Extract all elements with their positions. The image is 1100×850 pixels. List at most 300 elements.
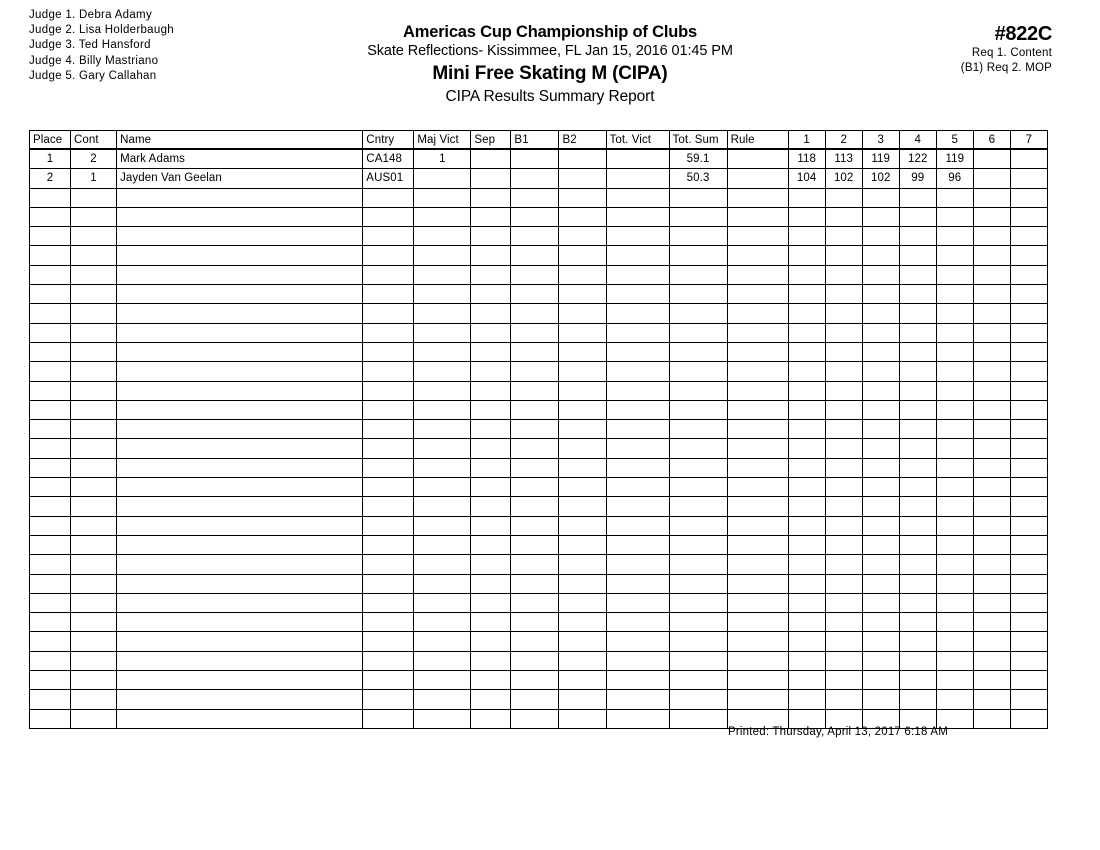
- cell-judge-1: [788, 497, 825, 516]
- cell-judge-6: [973, 381, 1010, 400]
- cell-rule: [727, 671, 788, 690]
- cell-judge-4: [899, 458, 936, 477]
- report-subtitle: CIPA Results Summary Report: [445, 88, 655, 105]
- cell-name: [117, 690, 363, 709]
- cell-judge-5: [936, 593, 973, 612]
- cell-cntry: [363, 593, 414, 612]
- cell-cntry: [363, 265, 414, 284]
- cell-judge-4: [899, 285, 936, 304]
- cell-b1: [511, 516, 559, 535]
- table-row: [30, 169, 1048, 188]
- cell-name: [117, 304, 363, 323]
- cell-cntry: [363, 304, 414, 323]
- cell-rule: [727, 400, 788, 419]
- cell-name: [117, 342, 363, 361]
- table-row: [30, 593, 1048, 612]
- cell-judge-1: [788, 400, 825, 419]
- cell-place: [30, 188, 71, 207]
- cell-tot-vict: [606, 323, 669, 342]
- cell-name: [117, 516, 363, 535]
- cell-maj-vict: [414, 362, 471, 381]
- cell-cntry: [363, 207, 414, 226]
- cell-judge-7: [1010, 555, 1047, 574]
- table-row: [30, 458, 1048, 477]
- cell-judge-2: [825, 555, 862, 574]
- table-row: [30, 342, 1048, 361]
- cell-judge-6: [973, 555, 1010, 574]
- cell-tot-vict: [606, 478, 669, 497]
- cell-sep: [471, 555, 511, 574]
- cell-tot-sum: [669, 497, 727, 516]
- cell-judge-3: [862, 478, 899, 497]
- cell-judge-7: [1010, 497, 1047, 516]
- table-row: [30, 555, 1048, 574]
- cell-judge-4: [899, 516, 936, 535]
- cell-sep: [471, 169, 511, 188]
- cell-tot-vict: [606, 535, 669, 554]
- cell-judge-1: [788, 671, 825, 690]
- table-row: [30, 632, 1048, 651]
- cell-rule: [727, 632, 788, 651]
- table-row: [30, 439, 1048, 458]
- cell-maj-vict: [414, 400, 471, 419]
- cell-judge-5: [936, 535, 973, 554]
- cell-judge-6: [973, 207, 1010, 226]
- cell-judge-5: [936, 478, 973, 497]
- cell-judge-3: [862, 671, 899, 690]
- cell-judge-4: [899, 265, 936, 284]
- cell-place: [30, 285, 71, 304]
- cell-judge-5: [936, 497, 973, 516]
- cell-tot-sum: 59.1: [669, 149, 727, 169]
- cell-tot-vict: [606, 632, 669, 651]
- cell-b1: [511, 535, 559, 554]
- table-row: [30, 246, 1048, 265]
- cell-judge-5: [936, 323, 973, 342]
- cell-judge-1: 104: [788, 169, 825, 188]
- cell-tot-vict: [606, 497, 669, 516]
- cell-sep: [471, 342, 511, 361]
- cell-name: [117, 632, 363, 651]
- cell-name: [117, 188, 363, 207]
- cell-b2: [559, 439, 606, 458]
- cell-judge-7: [1010, 651, 1047, 670]
- cell-judge-7: [1010, 671, 1047, 690]
- cell-judge-3: [862, 207, 899, 226]
- cell-judge-6: [973, 169, 1010, 188]
- cell-judge-4: [899, 690, 936, 709]
- cell-judge-5: 119: [936, 149, 973, 169]
- cell-judge-7: [1010, 188, 1047, 207]
- cell-judge-2: [825, 574, 862, 593]
- cell-b1: [511, 478, 559, 497]
- cell-place: [30, 458, 71, 477]
- cell-b2: [559, 458, 606, 477]
- cell-maj-vict: [414, 497, 471, 516]
- cell-judge-2: [825, 535, 862, 554]
- cell-b1: [511, 555, 559, 574]
- cell-judge-3: 102: [862, 169, 899, 188]
- event-number-block: [961, 22, 1052, 75]
- cell-maj-vict: [414, 613, 471, 632]
- cell-maj-vict: [414, 227, 471, 246]
- cell-tot-sum: [669, 227, 727, 246]
- cell-maj-vict: [414, 342, 471, 361]
- cell-judge-1: [788, 593, 825, 612]
- cell-cntry: [363, 613, 414, 632]
- cell-judge-7: [1010, 439, 1047, 458]
- cell-judge-6: [973, 149, 1010, 169]
- cell-judge-7: [1010, 362, 1047, 381]
- cell-rule: [727, 304, 788, 323]
- cell-judge-3: [862, 381, 899, 400]
- cell-judge-6: [973, 188, 1010, 207]
- column-header-judge-5: 5: [936, 131, 973, 150]
- table-row: [30, 671, 1048, 690]
- cell-judge-1: [788, 535, 825, 554]
- cell-name: [117, 574, 363, 593]
- cell-judge-6: [973, 400, 1010, 419]
- cell-cntry: [363, 535, 414, 554]
- cell-sep: [471, 632, 511, 651]
- cell-tot-vict: [606, 420, 669, 439]
- cell-judge-4: [899, 478, 936, 497]
- cell-name: [117, 497, 363, 516]
- cell-name: [117, 651, 363, 670]
- cell-judge-7: [1010, 574, 1047, 593]
- event-title: Americas Cup Championship of Clubs: [403, 23, 697, 41]
- cell-judge-7: [1010, 285, 1047, 304]
- cell-judge-6: [973, 285, 1010, 304]
- cell-rule: [727, 613, 788, 632]
- cell-rule: [727, 381, 788, 400]
- cell-judge-3: [862, 400, 899, 419]
- cell-rule: [727, 265, 788, 284]
- cell-cntry: [363, 651, 414, 670]
- cell-tot-sum: [669, 574, 727, 593]
- column-header-cntry: Cntry: [363, 131, 414, 150]
- cell-tot-sum: [669, 381, 727, 400]
- cell-sep: [471, 613, 511, 632]
- cell-judge-5: [936, 304, 973, 323]
- cell-rule: [727, 227, 788, 246]
- cell-rule: [727, 149, 788, 169]
- cell-judge-4: [899, 227, 936, 246]
- cell-b2: [559, 478, 606, 497]
- cell-b1: [511, 671, 559, 690]
- cell-cont: [71, 265, 117, 284]
- cell-judge-2: [825, 400, 862, 419]
- cell-cont: [71, 613, 117, 632]
- cell-cont: [71, 207, 117, 226]
- cell-tot-sum: [669, 207, 727, 226]
- cell-cont: [71, 497, 117, 516]
- cell-name: [117, 381, 363, 400]
- judge-line: Judge 5. Gary Callahan: [29, 69, 157, 82]
- cell-b2: [559, 246, 606, 265]
- cell-b1: [511, 593, 559, 612]
- cell-judge-4: [899, 246, 936, 265]
- cell-tot-sum: [669, 420, 727, 439]
- table-row: [30, 323, 1048, 342]
- cell-b2: [559, 497, 606, 516]
- cell-judge-1: [788, 381, 825, 400]
- judge-line: Judge 1. Debra Adamy: [29, 9, 152, 21]
- cell-judge-2: [825, 265, 862, 284]
- cell-cont: [71, 400, 117, 419]
- cell-b1: [511, 169, 559, 188]
- cell-tot-vict: [606, 651, 669, 670]
- cell-cont: [71, 574, 117, 593]
- cell-cntry: [363, 458, 414, 477]
- cell-b1: [511, 613, 559, 632]
- cell-judge-5: [936, 632, 973, 651]
- cell-place: [30, 613, 71, 632]
- cell-cntry: [363, 690, 414, 709]
- cell-cntry: [363, 497, 414, 516]
- judge-line: Judge 2. Lisa Holderbaugh: [29, 24, 174, 37]
- cell-cont: [71, 246, 117, 265]
- cell-judge-6: [973, 227, 1010, 246]
- cell-judge-5: [936, 458, 973, 477]
- cell-judge-4: [899, 555, 936, 574]
- cell-rule: [727, 420, 788, 439]
- event-number: #822C: [994, 23, 1052, 45]
- cell-cont: [71, 671, 117, 690]
- cell-maj-vict: [414, 323, 471, 342]
- cell-rule: [727, 458, 788, 477]
- cell-judge-3: [862, 265, 899, 284]
- cell-b1: [511, 651, 559, 670]
- cell-cntry: [363, 323, 414, 342]
- cell-name: [117, 227, 363, 246]
- cell-sep: [471, 420, 511, 439]
- cell-judge-2: [825, 285, 862, 304]
- cell-b2: [559, 574, 606, 593]
- cell-b2: [559, 690, 606, 709]
- cell-tot-sum: [669, 516, 727, 535]
- cell-sep: [471, 285, 511, 304]
- cell-b1: [511, 149, 559, 169]
- cell-rule: [727, 285, 788, 304]
- cell-judge-6: [973, 342, 1010, 361]
- cell-place: [30, 651, 71, 670]
- cell-b1: [511, 420, 559, 439]
- cell-judge-7: [1010, 535, 1047, 554]
- cell-tot-vict: [606, 555, 669, 574]
- cell-cont: [71, 304, 117, 323]
- cell-cntry: AUS01: [363, 169, 414, 188]
- cell-tot-vict: [606, 400, 669, 419]
- column-header-judge-7: 7: [1010, 131, 1047, 150]
- cell-judge-3: [862, 458, 899, 477]
- report-header: [250, 22, 850, 107]
- cell-b1: [511, 188, 559, 207]
- cell-sep: [471, 651, 511, 670]
- cell-judge-4: [899, 323, 936, 342]
- cell-tot-sum: [669, 478, 727, 497]
- cell-cont: [71, 362, 117, 381]
- cell-judge-2: [825, 420, 862, 439]
- table-row: [30, 651, 1048, 670]
- cell-judge-6: [973, 516, 1010, 535]
- cell-judge-7: [1010, 149, 1047, 169]
- requirement-line: (B1) Req 2. MOP: [960, 61, 1052, 74]
- cell-place: [30, 516, 71, 535]
- table-row: [30, 478, 1048, 497]
- cell-rule: [727, 246, 788, 265]
- column-header-tot-vict: Tot. Vict: [606, 131, 669, 150]
- table-row: [30, 516, 1048, 535]
- cell-maj-vict: [414, 690, 471, 709]
- cell-judge-4: [899, 304, 936, 323]
- cell-judge-5: 96: [936, 169, 973, 188]
- cell-judge-6: [973, 593, 1010, 612]
- cell-judge-1: [788, 304, 825, 323]
- cell-judge-4: 99: [899, 169, 936, 188]
- cell-judge-1: [788, 323, 825, 342]
- cell-judge-7: [1010, 169, 1047, 188]
- cell-judge-5: [936, 246, 973, 265]
- cell-tot-vict: [606, 671, 669, 690]
- table-row: [30, 207, 1048, 226]
- cell-b2: [559, 188, 606, 207]
- cell-cont: [71, 323, 117, 342]
- cell-b1: [511, 400, 559, 419]
- cell-tot-sum: [669, 671, 727, 690]
- cell-cntry: [363, 574, 414, 593]
- cell-name: [117, 207, 363, 226]
- table-row: [30, 188, 1048, 207]
- table-row: [30, 535, 1048, 554]
- table-row: [30, 381, 1048, 400]
- cell-judge-6: [973, 246, 1010, 265]
- cell-judge-4: [899, 381, 936, 400]
- cell-rule: [727, 207, 788, 226]
- cell-cont: [71, 342, 117, 361]
- cell-judge-5: [936, 285, 973, 304]
- cell-judge-5: [936, 381, 973, 400]
- cell-judge-3: [862, 535, 899, 554]
- table-row: [30, 574, 1048, 593]
- cell-b2: [559, 265, 606, 284]
- cell-judge-3: [862, 632, 899, 651]
- cell-judge-5: [936, 671, 973, 690]
- print-footer: Printed: Thursday, April 13, 2017 6:18 AM: [727, 726, 948, 738]
- column-header-b1: B1: [511, 131, 559, 150]
- cell-cntry: [363, 420, 414, 439]
- cell-rule: [727, 188, 788, 207]
- cell-judge-2: [825, 478, 862, 497]
- cell-judge-1: [788, 651, 825, 670]
- cell-judge-1: [788, 362, 825, 381]
- cell-judge-5: [936, 227, 973, 246]
- cell-b2: [559, 285, 606, 304]
- cell-sep: [471, 593, 511, 612]
- table-row: [30, 149, 1048, 169]
- cell-maj-vict: [414, 478, 471, 497]
- cell-place: [30, 555, 71, 574]
- cell-place: [30, 439, 71, 458]
- cell-judge-2: [825, 613, 862, 632]
- cell-b1: [511, 342, 559, 361]
- cell-judge-6: [973, 535, 1010, 554]
- cell-maj-vict: [414, 651, 471, 670]
- cell-judge-7: [1010, 632, 1047, 651]
- cell-place: [30, 593, 71, 612]
- cell-tot-vict: [606, 516, 669, 535]
- cell-sep: [471, 516, 511, 535]
- cell-cntry: CA148: [363, 149, 414, 169]
- cell-tot-vict: [606, 246, 669, 265]
- cell-maj-vict: [414, 535, 471, 554]
- cell-cntry: [363, 632, 414, 651]
- cell-name: [117, 613, 363, 632]
- table-row: [30, 362, 1048, 381]
- table-row: [30, 690, 1048, 709]
- cell-judge-6: [973, 439, 1010, 458]
- cell-tot-vict: [606, 149, 669, 169]
- cell-cont: [71, 593, 117, 612]
- cell-tot-sum: [669, 342, 727, 361]
- cell-judge-3: [862, 342, 899, 361]
- cell-b1: [511, 207, 559, 226]
- cell-place: [30, 227, 71, 246]
- cell-tot-sum: [669, 188, 727, 207]
- cell-b1: [511, 458, 559, 477]
- cell-rule: [727, 690, 788, 709]
- cell-name: [117, 478, 363, 497]
- cell-place: [30, 246, 71, 265]
- column-header-name: Name: [117, 131, 363, 150]
- cell-cont: [71, 381, 117, 400]
- cell-judge-2: [825, 439, 862, 458]
- cell-judge-5: [936, 439, 973, 458]
- cell-judge-6: [973, 651, 1010, 670]
- cell-tot-vict: [606, 613, 669, 632]
- cell-judge-1: [788, 516, 825, 535]
- cell-judge-6: [973, 497, 1010, 516]
- cell-tot-vict: [606, 304, 669, 323]
- cell-name: [117, 458, 363, 477]
- cell-rule: [727, 169, 788, 188]
- cell-tot-sum: [669, 632, 727, 651]
- cell-judge-3: [862, 304, 899, 323]
- cell-cont: [71, 458, 117, 477]
- cell-cont: [71, 535, 117, 554]
- cell-judge-6: [973, 574, 1010, 593]
- cell-rule: [727, 516, 788, 535]
- column-header-maj-vict: Maj Vict: [414, 131, 471, 150]
- cell-judge-6: [973, 362, 1010, 381]
- cell-tot-vict: [606, 265, 669, 284]
- cell-tot-sum: [669, 362, 727, 381]
- cell-judge-6: [973, 632, 1010, 651]
- cell-name: [117, 323, 363, 342]
- cell-judge-3: [862, 574, 899, 593]
- cell-judge-2: [825, 690, 862, 709]
- cell-name: [117, 671, 363, 690]
- cell-judge-7: [1010, 593, 1047, 612]
- cell-rule: [727, 478, 788, 497]
- cell-judge-1: [788, 420, 825, 439]
- cell-tot-sum: [669, 458, 727, 477]
- cell-judge-4: [899, 439, 936, 458]
- cell-cntry: [363, 342, 414, 361]
- cell-judge-3: [862, 690, 899, 709]
- cell-maj-vict: [414, 439, 471, 458]
- cell-rule: [727, 342, 788, 361]
